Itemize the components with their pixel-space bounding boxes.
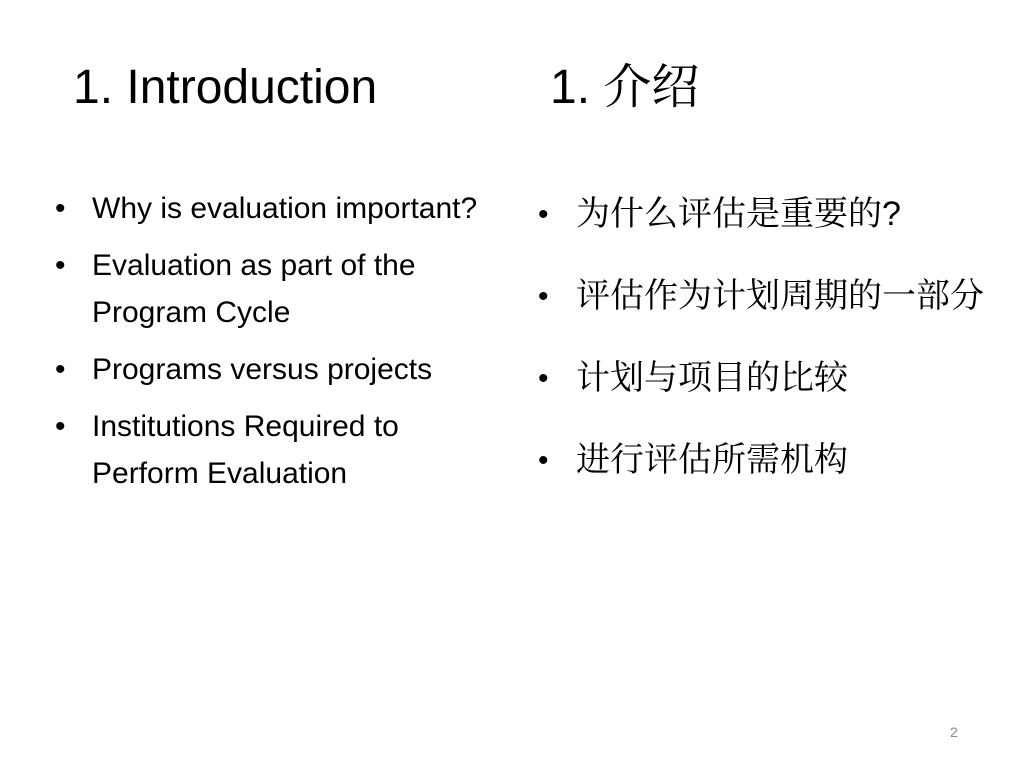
list-item xyxy=(52,346,512,393)
list-item xyxy=(52,403,512,497)
list-item-text: 计划与项目的比较 xyxy=(576,359,848,397)
list-item xyxy=(52,242,512,336)
bullet-list-english xyxy=(52,185,512,507)
list-item xyxy=(536,346,1006,411)
slide-title-chinese: 1. 介绍 xyxy=(550,61,700,114)
list-item xyxy=(536,182,1006,247)
bullet-icon: • xyxy=(538,444,549,477)
bullet-icon: • xyxy=(55,192,66,225)
bullet-icon: • xyxy=(55,410,66,443)
list-item xyxy=(52,185,512,232)
bullet-icon: • xyxy=(55,249,66,282)
list-item-text: Institutions Required to Perform Evaluation xyxy=(92,410,399,490)
list-item-text: 进行评估所需机构 xyxy=(576,441,848,479)
bullet-icon: • xyxy=(538,362,549,395)
bullet-icon: • xyxy=(538,280,549,313)
list-item-text: 评估作为计划周期的一部分 xyxy=(576,277,984,315)
list-item-text: Programs versus projects xyxy=(92,353,433,386)
page-number: 2 xyxy=(950,724,958,740)
list-item-text: Why is evaluation important? xyxy=(92,192,478,225)
bullet-icon: • xyxy=(538,198,549,231)
list-item xyxy=(536,264,1006,329)
list-item-text: Evaluation as part of the Program Cycle xyxy=(92,249,416,329)
list-item xyxy=(536,428,1006,493)
list-item-text: 为什么评估是重要的? xyxy=(576,195,901,233)
bullet-list-chinese xyxy=(536,182,1006,510)
bullet-icon: • xyxy=(55,353,66,386)
slide-title-english: 1. Introduction xyxy=(73,61,378,114)
